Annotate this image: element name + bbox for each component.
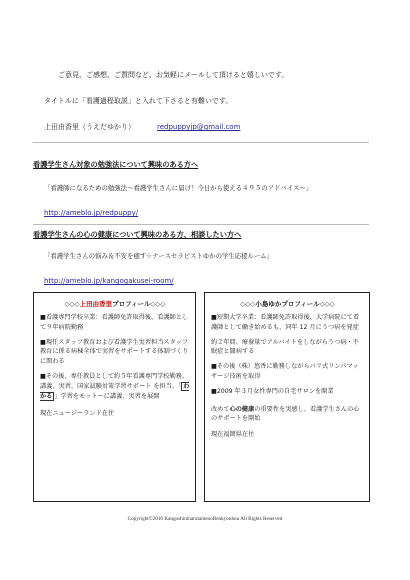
intro-line-2: タイトルに「看護過程取説」と入れて下さると有難いです。 [44, 97, 233, 105]
profile-item-emphasis: わかる [40, 382, 190, 400]
divider-1 [33, 142, 369, 143]
profile-item: ■2009 年３月女性専門の自宅サロンを開業 [211, 387, 334, 395]
profile-title-prefix: ◇◇◇ [240, 300, 256, 308]
section1-heading: 看護学生さん対象の勉強法について興味のある方へ [33, 160, 199, 169]
section1-url-link[interactable]: http://ameblo.jp/redpuppy/ [44, 209, 139, 217]
profile-item [40, 372, 190, 401]
profile-title-kojima [211, 299, 364, 308]
profile-title-name: 小島ゆか [255, 300, 282, 308]
profile-box-ueda [33, 292, 196, 502]
section2-url-link[interactable]: http://ameblo.jp/kangogakusei-room/ [44, 277, 174, 285]
section1-description: 「看護師になるための勉強法～看護学生さんに届け！今日から使える４９５のアドバイス～」 [44, 184, 313, 192]
profile-box-kojima [204, 292, 370, 502]
profile-item-text: 」学習をモットーに講義、実習を展開 [54, 392, 160, 400]
profile-location: 現在ニュージーランド在住 [40, 410, 115, 418]
profile-item: ■その後（株）悠香に勤務しながらバリ式リンパマッサージ技術を取得 [211, 363, 359, 380]
profile-item-text: の重要性を実感し、看護学生さんの心のサポートを開始 [211, 405, 360, 423]
profile-item: 約２年間、療養量でアルバイトをしながらうつ病・不眠症と闘病する [211, 338, 359, 356]
section2-description: 「看護学生さんの悩み＆不安を癒す☆ナースセラピストゆかの学生応援ルーム」 [44, 252, 274, 260]
copyright-footer: Copyright©2010 KangoshininarutamenoBenkyouhou All Rights Reserved [127, 516, 283, 522]
author-name: 上田由香里（うえだゆかり） [44, 123, 135, 131]
profile-location: 現在福岡県在住 [211, 431, 255, 439]
intro-line-1: ご意見、ご感想、ご質問など、お気軽にメールして頂けると嬉しいです。 [58, 71, 289, 79]
profile-item-text: 改めて [211, 405, 230, 413]
profile-item: ■看護専門学校卒業：看護師免許取得後、看護師として９年病院勤務 [40, 314, 189, 331]
profile-title-name: 上田由香里 [79, 300, 113, 308]
profile-title-ueda [40, 299, 190, 308]
profile-item: ■短期大学卒業：看護師免許取得後、大学病院にて看護師として働き始めるも、同年 12 月にうつ病を発症 [211, 314, 360, 331]
profile-item-text: ■その後、専任教員として約５年看護専門学校勤務。講義、実習、国家試験対策学習サポート を担当。「 [40, 372, 189, 390]
section2-heading: 看護学生さんの心の健康について興味のある方、相談したい方へ [33, 230, 242, 239]
profile-title-suffix: プロフィール◇◇◇ [112, 300, 166, 308]
profile-title-prefix: ◇◇◇ [64, 300, 80, 308]
profile-item-emphasis: 心の健康 [229, 405, 255, 413]
profile-title-suffix: プロフィール◇◇◇ [281, 300, 335, 308]
profile-item [211, 405, 364, 425]
email-link[interactable]: redpuppyjp@gmail.com [157, 123, 241, 131]
profile-item: ■現任スタッフ教育および看護学生実習担当スタッフ教育に係る病棟全体で実習をサポートする体制づくりに関わる [40, 338, 189, 366]
divider-2 [33, 224, 369, 225]
